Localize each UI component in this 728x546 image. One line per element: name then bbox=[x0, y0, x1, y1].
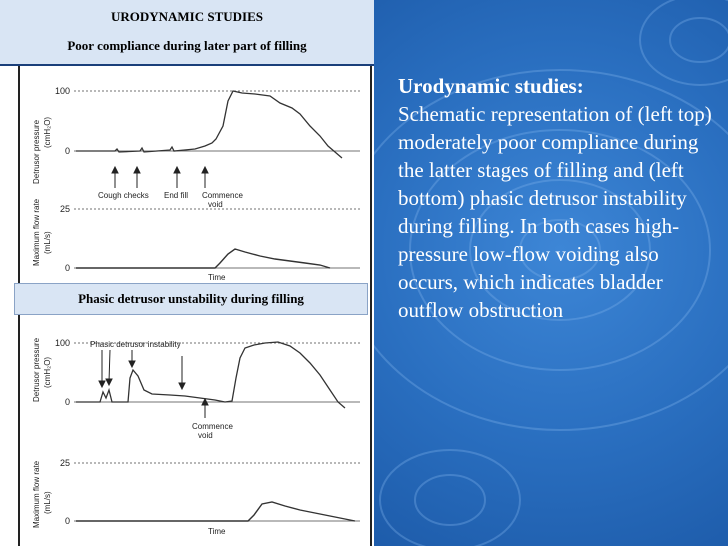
end-fill-label: End fill bbox=[164, 191, 189, 200]
annotation-arrows bbox=[112, 167, 208, 188]
pressure-axis-label-2: Detrusor pressure bbox=[32, 337, 41, 402]
commence-label: Commence bbox=[202, 191, 243, 200]
caption-text bbox=[398, 72, 713, 324]
flow-axis-label: Maximum flow rate bbox=[32, 198, 41, 266]
tick-0-flow-2: 0 bbox=[64, 516, 70, 526]
phasic-instability-label-box bbox=[14, 283, 368, 315]
pressure-axis-unit-2: (cmH₂O) bbox=[43, 356, 52, 388]
void-label-2: void bbox=[198, 431, 213, 440]
tick-100-2: 100 bbox=[54, 338, 70, 348]
tick-0-flow: 0 bbox=[64, 263, 70, 273]
tick-25-2: 25 bbox=[59, 458, 70, 468]
tick-25: 25 bbox=[59, 204, 70, 214]
caption-body: Schematic representation of (left top) moderately poor compliance during the latter stages of filling and (left bottom) phasic detrusor instability during filling. In both cases high-pressure low-flow voiding also occurs, which indicates bladder outflow obstruction bbox=[398, 102, 712, 322]
void-label: void bbox=[208, 200, 223, 209]
phasic-instability-annotation: Phasic detrusor instability bbox=[90, 340, 181, 349]
annotation-arrows-2 bbox=[99, 350, 208, 418]
instability-graph bbox=[20, 318, 366, 538]
tick-100: 100 bbox=[54, 86, 70, 96]
figure-header bbox=[0, 0, 374, 66]
flow-axis-unit: (mL/s) bbox=[43, 231, 52, 254]
pressure-axis-unit: (cmH₂O) bbox=[43, 116, 52, 148]
phasic-instability-label: Phasic detrusor unstability during filling bbox=[78, 291, 304, 306]
time-label-2: Time bbox=[208, 527, 226, 536]
tick-0-2: 0 bbox=[64, 397, 70, 407]
flow-axis-unit-2: (mL/s) bbox=[43, 491, 52, 514]
time-label: Time bbox=[208, 273, 226, 282]
pressure-axis-label: Detrusor pressure bbox=[32, 119, 41, 184]
compliance-graph bbox=[20, 66, 366, 282]
flow-trace-2 bbox=[76, 502, 355, 521]
tick-0: 0 bbox=[64, 146, 70, 156]
cough-checks-label: Cough checks bbox=[98, 191, 149, 200]
figure-title: URODYNAMIC STUDIES bbox=[110, 9, 264, 24]
flow-trace bbox=[76, 249, 330, 268]
flow-axis-label-2: Maximum flow rate bbox=[32, 460, 41, 528]
pressure-trace bbox=[76, 91, 342, 158]
figure-subtitle: Poor compliance during later part of filling bbox=[67, 38, 307, 53]
pressure-trace-2 bbox=[76, 342, 345, 408]
caption-heading: Urodynamic studies: bbox=[398, 74, 584, 98]
commence-label-2: Commence bbox=[192, 422, 233, 431]
